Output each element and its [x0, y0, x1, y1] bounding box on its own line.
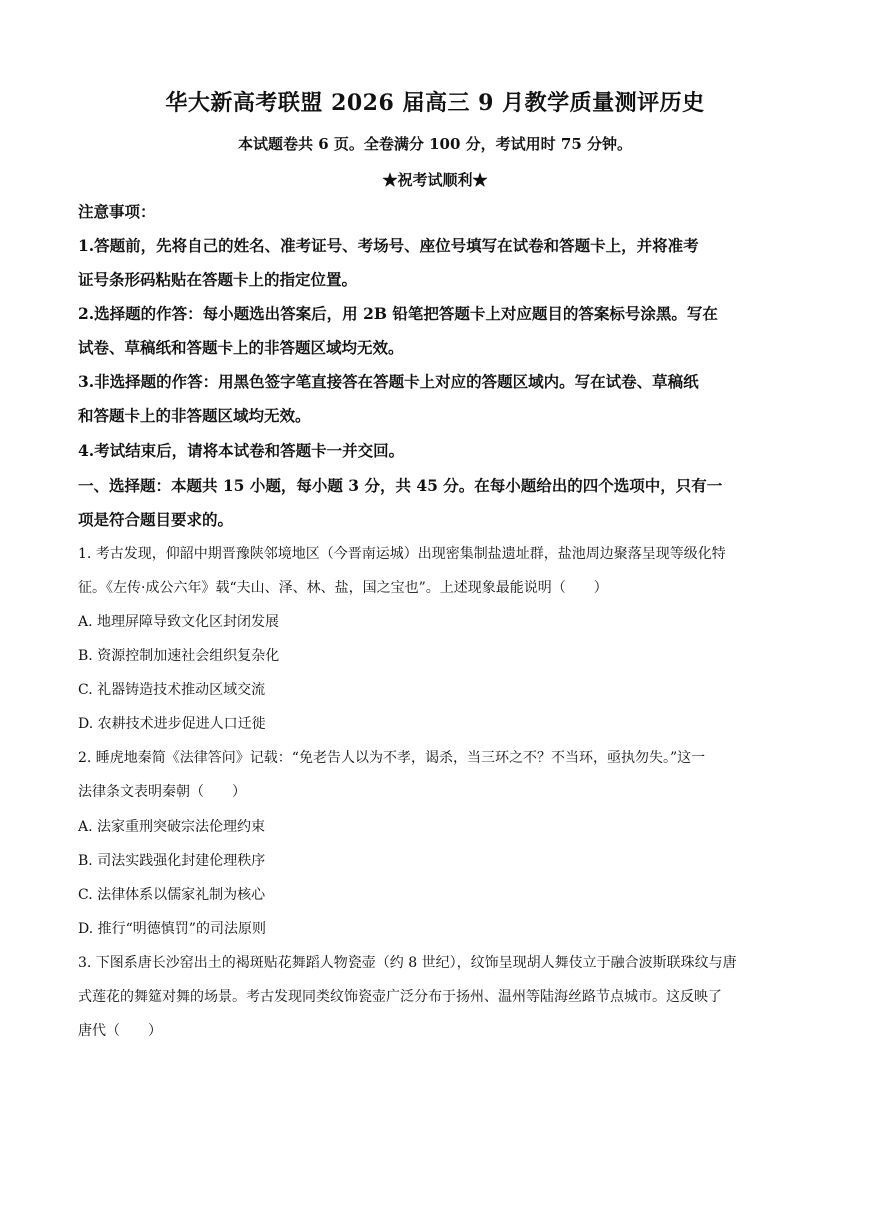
question-3-stem-line-1: 3. 下图系唐长沙窑出土的褐斑贴花舞蹈人物瓷壶（约 8 世纪），纹饰呈现胡人舞伎立于融合波斯联珠纹与唐 [78, 955, 737, 971]
question-2-stem-line-2: 法律条文表明秦朝（ ） [78, 784, 246, 800]
notice-item-2-line-2: 试卷、草稿纸和答题卡上的非答题区域均无效。 [78, 338, 404, 357]
notice-item-3-line-2: 和答题卡上的非答题区域均无效。 [78, 406, 311, 425]
notice-item-4: 4.考试结束后，请将本试卷和答题卡一并交回。 [78, 441, 405, 460]
exam-info: 本试题卷共 6 页。全卷满分 100 分，考试用时 75 分钟。 [238, 135, 632, 153]
page-title: 华大新高考联盟 2026 届高三 9 月教学质量测评历史 [165, 90, 705, 116]
question-1-stem-line-1: 1. 考古发现，仰韶中期晋豫陕邻境地区（今晋南运城）出现密集制盐遗址群，盐池周边聚落呈现等级化特 [78, 546, 726, 562]
question-2-option-a: A. 法家重刑突破宗法伦理约束 [78, 819, 266, 835]
question-1-option-d: D. 农耕技术进步促进人口迁徙 [78, 716, 266, 732]
question-1-option-a: A. 地理屏障导致文化区封闭发展 [78, 614, 280, 630]
notice-item-2-line-1: 2.选择题的作答：每小题选出答案后，用 2B 铅笔把答题卡上对应题目的答案标号涂黑。写在 [78, 304, 718, 323]
question-1-stem-line-2: 征。《左传·成公六年》载“夫山、泽、林、盐，国之宝也”。上述现象最能说明（ ） [78, 580, 608, 596]
section-heading-line-2: 项是符合题目要求的。 [78, 510, 234, 529]
good-luck-line: ★祝考试顺利★ [382, 171, 488, 189]
notice-item-1-line-1: 1.答题前，先将自己的姓名、准考证号、考场号、座位号填写在试卷和答题卡上，并将准考 [78, 236, 699, 255]
question-2-option-d: D. 推行“明德慎罚”的司法原则 [78, 921, 266, 937]
section-heading-line-1: 一、选择题：本题共 15 小题，每小题 3 分，共 45 分。在每小题给出的四个选项中，只有一 [78, 476, 723, 495]
question-3-stem-line-2: 式莲花的舞筵对舞的场景。考古发现同类纹饰瓷壶广泛分布于扬州、温州等陆海丝路节点城市。这反映了 [78, 989, 722, 1005]
question-2-stem-line-1: 2. 睡虎地秦简《法律答问》记载：“免老告人以为不孝，谒杀，当三环之不？不当环，亟执勿失。”这一 [78, 750, 706, 766]
question-3-stem-line-3: 唐代（ ） [78, 1023, 162, 1039]
notice-heading: 注意事项： [78, 202, 156, 221]
question-2-option-c: C. 法律体系以儒家礼制为核心 [78, 887, 266, 903]
question-1-option-c: C. 礼器铸造技术推动区域交流 [78, 682, 266, 698]
question-2-option-b: B. 司法实践强化封建伦理秩序 [78, 853, 266, 869]
question-1-option-b: B. 资源控制加速社会组织复杂化 [78, 648, 280, 664]
notice-item-1-line-2: 证号条形码粘贴在答题卡上的指定位置。 [78, 270, 358, 289]
notice-item-3-line-1: 3.非选择题的作答：用黑色签字笔直接答在答题卡上对应的答题区域内。写在试卷、草稿纸 [78, 372, 699, 391]
